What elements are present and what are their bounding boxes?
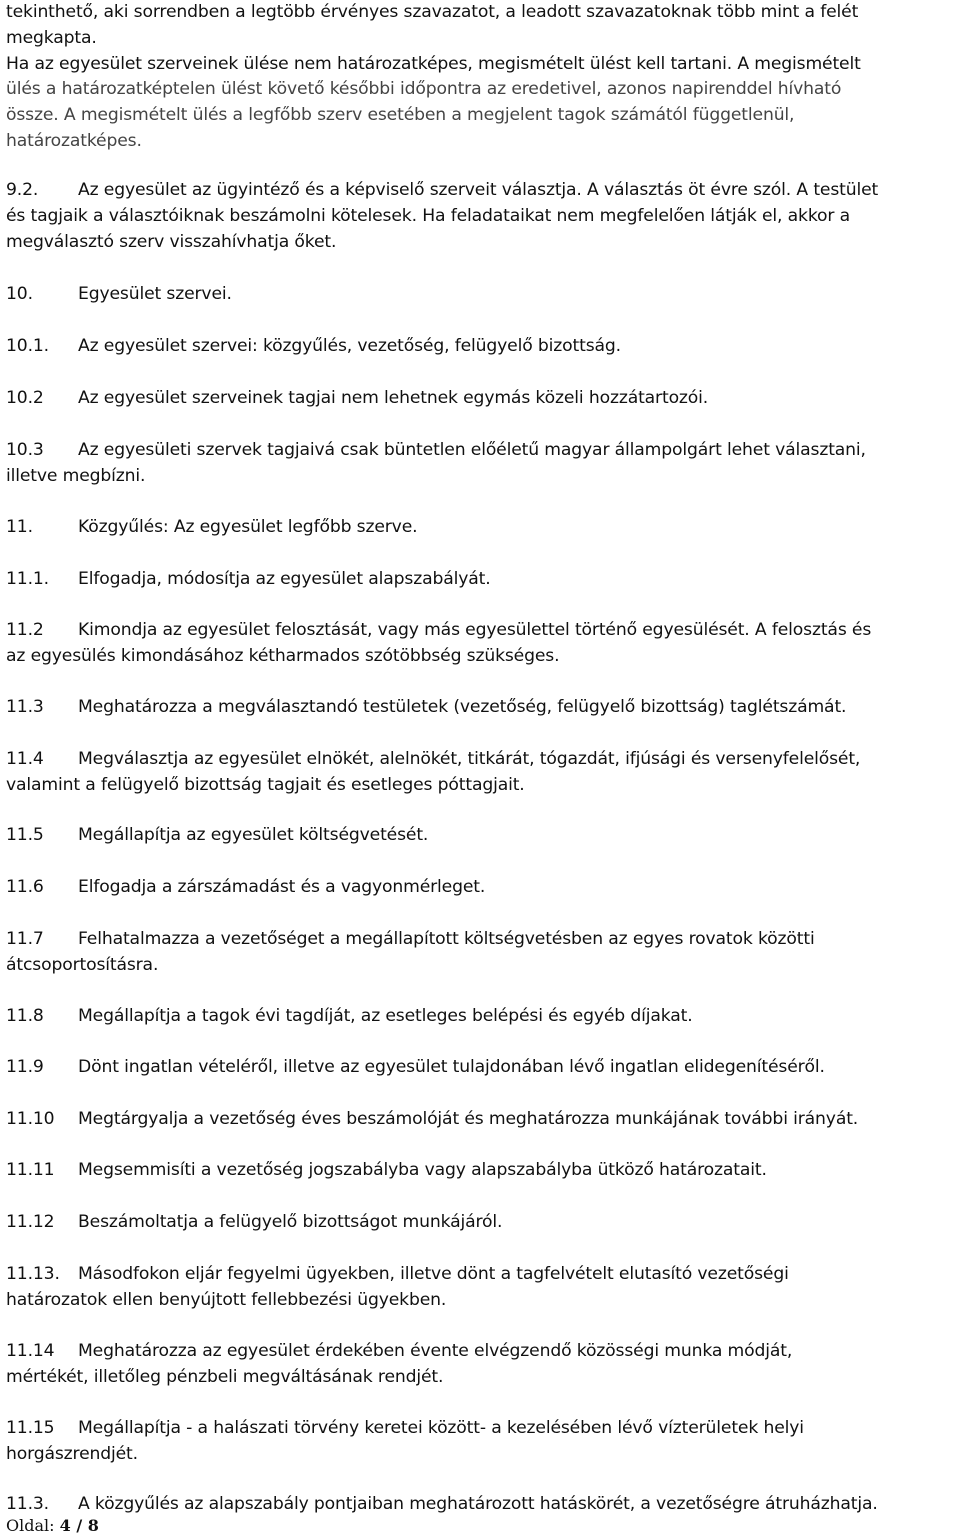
paragraph-text: Megállapítja az egyesület költségvetését. [78,825,429,845]
paragraph-line [6,927,950,953]
paragraph-text: Megválasztja az egyesület elnökét, alelnökét, titkárát, tógazdát, ifjúsági és versenyfelelősét, [78,749,861,769]
paragraph-line [6,464,950,490]
paragraph-text: Másodfokon eljár fegyelmi ügyekben, illetve dönt a tagfelvételt elutasító vezetőségi [78,1264,789,1284]
paragraph-text: Elfogadja a zárszámadást és a vagyonmérleget. [78,877,486,897]
paragraph-text: Megtárgyalja a vezetőség éves beszámolóját és meghatározza munkájának további irányát. [78,1109,859,1129]
paragraph-line [6,1158,950,1184]
paragraph-line [6,386,950,412]
paragraph-text: Megsemmisíti a vezetőség jogszabályba vagy alapszabályba ütköző határozatait. [78,1160,767,1180]
intro-line: Ha az egyesület szerveinek ülése nem határozatképes, megismételt ülést kell tartani. A megismételt [6,53,861,74]
paragraph-text: határozatok ellen benyújtott fellebbezési ügyekben. [6,1289,447,1310]
paragraph-text: Meghatározza a megválasztandó testületek (vezetőség, felügyelő bizottság) taglétszámát. [78,697,847,717]
section-number: 10.3 [6,440,44,460]
numbered-paragraph [6,823,950,849]
paragraph-text: Egyesület szervei. [78,284,232,304]
section-number: 11.4 [6,749,44,769]
paragraph-text: és tagjaik a választóiknak beszámolni kötelesek. Ha feladataikat nem megfelelően látják el, akkor a [6,205,850,226]
paragraph-text: Megállapítja - a halászati törvény keretei között- a kezelésében lévő vízterületek helyi [78,1418,804,1438]
paragraph-text: A közgyűlés az alapszabály pontjaiban meghatározott hatáskörét, a vezetőségre átruházhatja. [78,1494,878,1514]
numbered-paragraph [6,1055,950,1081]
paragraph-text: illetve megbízni. [6,465,146,486]
numbered-paragraph [6,1107,950,1133]
paragraph-line [6,618,950,644]
section-number: 11.6 [6,877,44,897]
section-number: 11. [6,517,33,537]
paragraph-line [6,515,950,541]
paragraph-line [6,230,950,256]
paragraph-text: Az egyesület az ügyintéző és a képviselő szerveit választja. A választás öt évre szól. A testület [78,180,879,200]
paragraph-line [6,1416,950,1442]
intro-paragraph [6,0,950,155]
numbered-paragraph [6,927,950,979]
paragraph-text: Dönt ingatlan vételéről, illetve az egyesület tulajdonában lévő ingatlan elidegenítéséről. [78,1057,825,1077]
section-number: 11.10 [6,1109,55,1129]
section-number: 10.1. [6,336,49,356]
numbered-paragraph [6,1158,950,1184]
numbered-paragraph [6,334,950,360]
section-number: 11.11 [6,1160,55,1180]
paragraph-text: Kimondja az egyesület felosztását, vagy más egyesülettel történő egyesülését. A felosztás és [78,620,872,640]
footer-label: Oldal: [6,1516,55,1535]
paragraph-line [6,1339,950,1365]
paragraph-line [6,773,950,799]
section-number: 11.12 [6,1212,55,1232]
paragraph-text: Felhatalmazza a vezetőséget a megállapított költségvetésben az egyes rovatok közötti [78,929,815,949]
paragraph-text: mértékét, illetőleg pénzbeli megváltásának rendjét. [6,1366,444,1387]
paragraph-line [6,1055,950,1081]
paragraph-text: az egyesülés kimondásához kétharmados szótöbbség szükséges. [6,645,560,666]
paragraph-line [6,1107,950,1133]
paragraph-text: átcsoportosításra. [6,954,159,975]
paragraph-text: Az egyesületi szervek tagjaivá csak büntetlen előéletű magyar állampolgárt lehet választani, [78,440,866,460]
paragraph-line [6,334,950,360]
section-number: 11.15 [6,1418,55,1438]
paragraph-line [6,1210,950,1236]
numbered-paragraph [6,618,950,670]
numbered-paragraph [6,282,950,308]
intro-line: ülés a határozatképtelen ülést követő későbbi időpontra az eredetivel, azonos napirenddel hívható [6,79,842,100]
paragraph-line [6,644,950,670]
numbered-paragraph [6,438,950,490]
paragraph-text: horgászrendjét. [6,1443,138,1464]
paragraph-line [6,1365,950,1391]
numbered-paragraph [6,1416,950,1468]
numbered-paragraph [6,747,950,799]
paragraph-line [6,204,950,230]
paragraph-text: valamint a felügyelő bizottság tagjait és esetleges póttagjait. [6,774,525,795]
paragraph-line [6,1262,950,1288]
numbered-paragraph [6,1004,950,1030]
paragraph-line [6,747,950,773]
section-number: 11.3. [6,1494,49,1514]
paragraph-line [6,438,950,464]
numbered-paragraph [6,1210,950,1236]
paragraph-text: Az egyesület szerveinek tagjai nem lehetnek egymás közeli hozzátartozói. [78,388,709,408]
paragraph-text: Elfogadja, módosítja az egyesület alapszabályát. [78,569,491,589]
section-number: 11.13. [6,1264,60,1284]
paragraph-text: Beszámoltatja a felügyelő bizottságot munkájáról. [78,1212,503,1232]
section-number: 11.2 [6,620,44,640]
intro-line: tekinthető, aki sorrendben a legtöbb érvényes szavazatot, a leadott szavazatoknak több mint a felét [6,2,859,22]
numbered-paragraph [6,515,950,541]
paragraph-line [6,953,950,979]
numbered-paragraph [6,1339,950,1391]
paragraph-line [6,823,950,849]
section-number: 11.1. [6,569,49,589]
section-number: 9.2. [6,180,39,200]
numbered-paragraph [6,1492,950,1518]
paragraph-line [6,178,950,204]
section-number: 10. [6,284,33,304]
numbered-paragraph [6,1262,950,1314]
paragraph-line [6,1004,950,1030]
section-number: 11.9 [6,1057,44,1077]
paragraph-text: Az egyesület szervei: közgyűlés, vezetőség, felügyelő bizottság. [78,336,621,356]
intro-line: határozatképes. [6,130,142,151]
section-number: 11.7 [6,929,44,949]
section-number: 11.8 [6,1006,44,1026]
intro-line: össze. A megismételt ülés a legfőbb szerv esetében a megjelent tagok számától függetlenül, [6,105,795,126]
paragraph-text: Megállapítja a tagok évi tagdíját, az esetleges belépési és egyéb díjakat. [78,1006,693,1026]
numbered-paragraph [6,178,950,255]
paragraph-line [6,567,950,593]
numbered-paragraph [6,567,950,593]
paragraph-line [6,875,950,901]
section-number: 11.5 [6,825,44,845]
paragraph-text: megválasztó szerv visszahívhatja őket. [6,231,337,252]
intro-line: megkapta. [6,27,97,48]
numbered-paragraph [6,695,950,721]
paragraph-line [6,1288,950,1314]
section-number: 11.3 [6,697,44,717]
page-footer [6,1517,99,1535]
paragraph-line [6,282,950,308]
paragraph-text: Meghatározza az egyesület érdekében évente elvégzendő közösségi munka módját, [78,1341,793,1361]
paragraph-line [6,1492,950,1518]
paragraph-text: Közgyűlés: Az egyesület legfőbb szerve. [78,517,418,537]
numbered-paragraph [6,386,950,412]
page-number: 4 / 8 [59,1516,99,1535]
paragraph-line [6,695,950,721]
section-number: 10.2 [6,388,44,408]
paragraph-line [6,1442,950,1468]
numbered-paragraph [6,875,950,901]
section-number: 11.14 [6,1341,55,1361]
